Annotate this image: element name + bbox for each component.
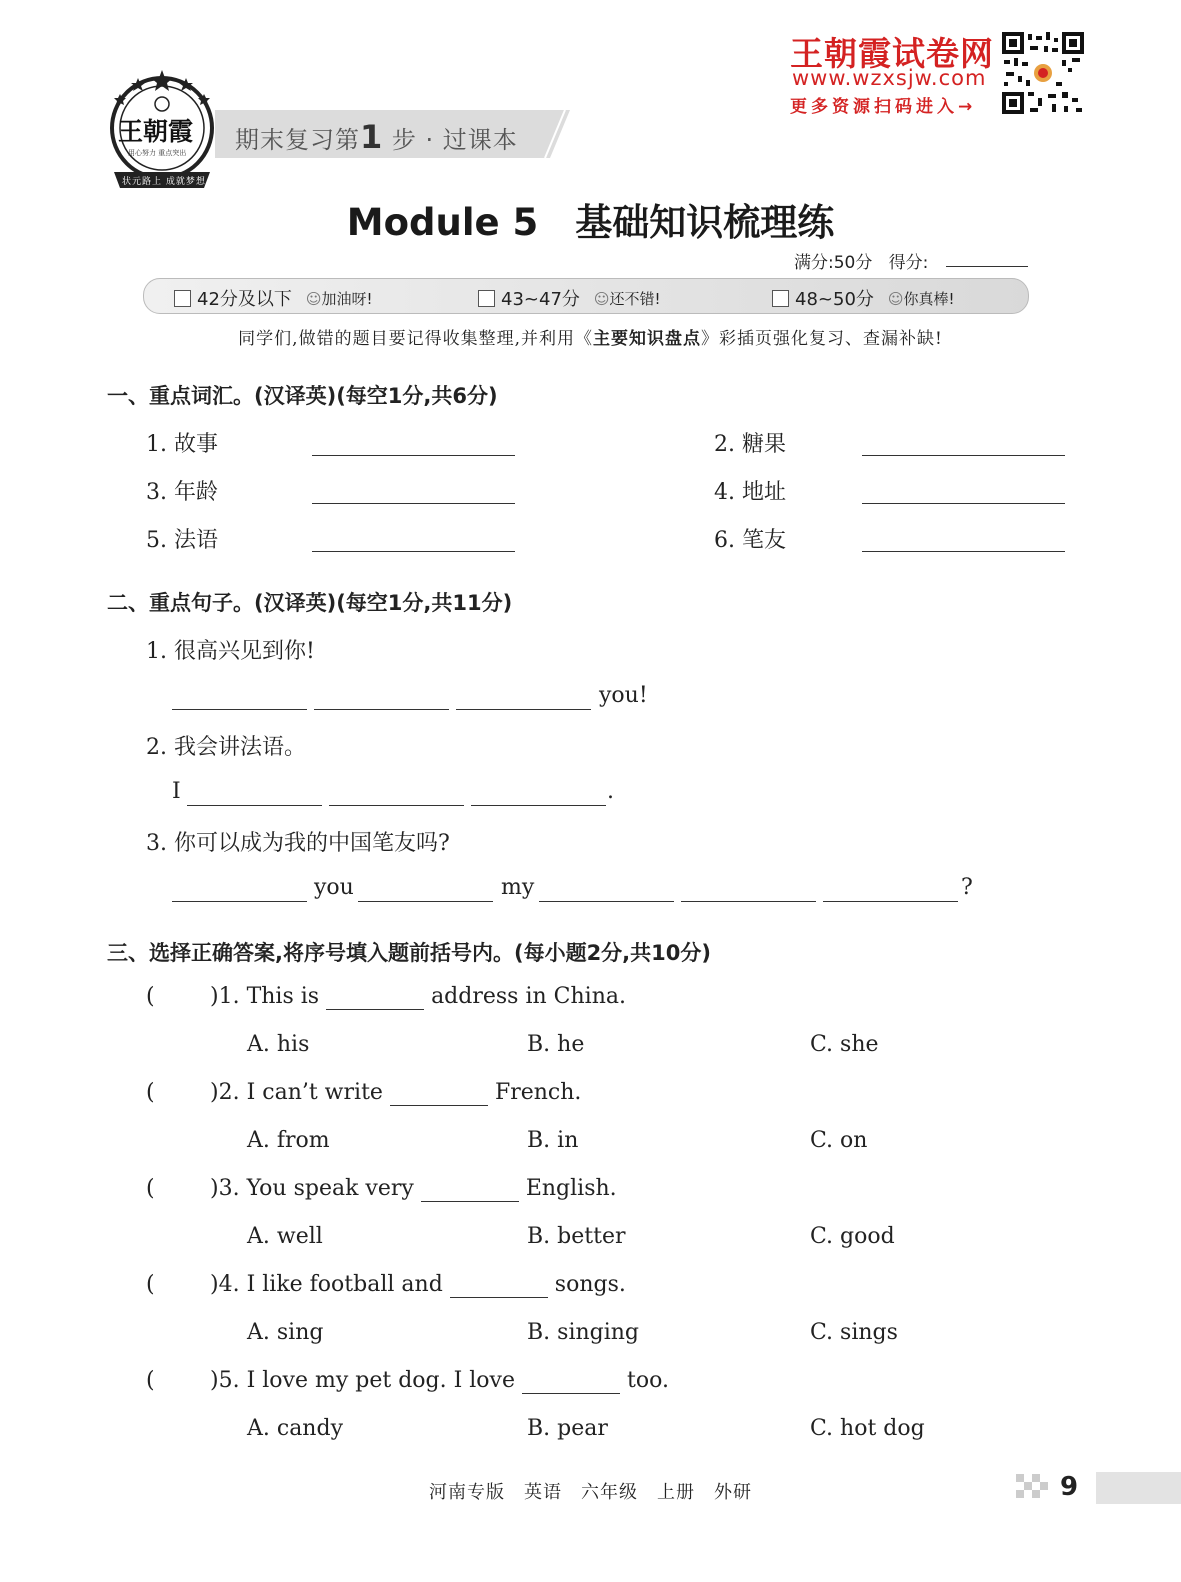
answer-blank[interactable] <box>329 805 464 806</box>
sentence-tail: . <box>607 779 614 804</box>
answer-blank[interactable] <box>823 901 958 902</box>
answer-paren[interactable]: ( <box>146 1176 155 1201</box>
footer-edition: 河南专版 英语 六年级 上册 外研 <box>429 1482 752 1503</box>
answer-blank[interactable] <box>539 901 674 902</box>
answer-paren[interactable]: ( <box>146 1368 155 1393</box>
sentence-lead: I <box>172 779 181 804</box>
section-1-heading: 一、重点词汇。(汉译英)(每空1分,共6分) <box>107 384 498 408</box>
answer-blank[interactable] <box>312 551 515 552</box>
mc-question: )5. I love my pet dog. I love too. <box>210 1368 669 1393</box>
page-title: Module 5 基础知识梳理练 <box>346 201 835 244</box>
vocab-item: 4. 地址 <box>714 480 786 505</box>
option-c[interactable]: C. hot dog <box>810 1416 925 1441</box>
mc-question: )3. You speak very English. <box>210 1176 617 1201</box>
vocab-item: 3. 年龄 <box>146 480 218 505</box>
section-2-heading: 二、重点句子。(汉译英)(每空1分,共11分) <box>107 591 513 615</box>
brand-cta: 更多资源扫码进入→ <box>790 97 977 117</box>
vocab-item: 5. 法语 <box>146 528 218 553</box>
vocab-item: 2. 糖果 <box>714 432 786 457</box>
answer-blank[interactable] <box>358 901 493 902</box>
answer-blank[interactable] <box>172 901 307 902</box>
brand-name: 王朝霞试卷网 <box>790 34 994 73</box>
answer-blank[interactable] <box>456 709 591 710</box>
rating-item: 48~50分 ☺你真棒! <box>772 285 955 311</box>
answer-blank[interactable] <box>471 805 606 806</box>
option-c[interactable]: C. sings <box>810 1320 898 1345</box>
answer-blank[interactable] <box>421 1176 519 1202</box>
logo-badge-ribbon: 状元路上 成就梦想 <box>122 177 206 187</box>
answer-blank[interactable] <box>862 551 1065 552</box>
option-c[interactable]: C. she <box>810 1032 879 1057</box>
answer-blank[interactable] <box>172 709 307 710</box>
smiley-icon: ☺ <box>887 289 904 308</box>
answer-blank[interactable] <box>862 503 1065 504</box>
sentence-word: my <box>501 875 535 900</box>
rating-checkbox[interactable] <box>478 290 495 307</box>
option-b[interactable]: B. in <box>527 1128 579 1153</box>
rating-checkbox[interactable] <box>174 290 191 307</box>
mc-question: )1. This is address in China. <box>210 984 626 1009</box>
brand-url[interactable]: www.wzxsjw.com <box>792 66 987 90</box>
page-number-tab <box>1096 1472 1181 1504</box>
answer-blank[interactable] <box>326 984 424 1010</box>
answer-blank[interactable] <box>450 1272 548 1298</box>
sentence-prompt: 1. 很高兴见到你! <box>146 639 315 664</box>
tip-text: 同学们,做错的题目要记得收集整理,并利用《主要知识盘点》彩插页强化复习、查漏补缺! <box>238 329 943 349</box>
option-c[interactable]: C. good <box>810 1224 895 1249</box>
banner-title: 期末复习第1 步 · 过课本 <box>235 118 518 156</box>
answer-blank[interactable] <box>312 455 515 456</box>
sentence-prompt: 3. 你可以成为我的中国笔友吗? <box>146 831 450 856</box>
answer-paren[interactable]: ( <box>146 1080 155 1105</box>
option-b[interactable]: B. singing <box>527 1320 640 1345</box>
mc-question: )4. I like football and songs. <box>210 1272 626 1297</box>
score-info: 满分:50分 得分: <box>794 253 929 273</box>
sentence-tail: you! <box>599 683 648 708</box>
smiley-icon: ☺ <box>305 289 322 308</box>
rating-bar <box>143 278 1029 314</box>
answer-blank[interactable] <box>681 901 816 902</box>
answer-blank[interactable] <box>187 805 322 806</box>
answer-blank[interactable] <box>862 455 1065 456</box>
sentence-word: you <box>314 875 354 900</box>
option-a[interactable]: A. well <box>247 1224 323 1249</box>
option-b[interactable]: B. pear <box>527 1416 608 1441</box>
page-corner-decoration-icon <box>1016 1474 1056 1504</box>
option-b[interactable]: B. he <box>527 1032 585 1057</box>
answer-blank[interactable] <box>522 1368 620 1394</box>
mc-question: )2. I can’t write French. <box>210 1080 582 1105</box>
answer-paren[interactable]: ( <box>146 1272 155 1297</box>
option-a[interactable]: A. from <box>247 1128 330 1153</box>
answer-blank[interactable] <box>314 709 449 710</box>
qr-code-icon[interactable] <box>1002 32 1084 114</box>
rating-item: 43~47分 ☺还不错! <box>478 285 661 311</box>
logo-badge-subtitle: 用心努力 重点突出 <box>128 149 187 157</box>
vocab-item: 6. 笔友 <box>714 528 786 553</box>
option-b[interactable]: B. better <box>527 1224 626 1249</box>
rating-checkbox[interactable] <box>772 290 789 307</box>
sentence-tail: ? <box>961 875 973 900</box>
answer-blank[interactable] <box>312 503 515 504</box>
vocab-item: 1. 故事 <box>146 432 218 457</box>
option-c[interactable]: C. on <box>810 1128 868 1153</box>
rating-item: 42分及以下 ☺加油呀! <box>174 285 373 311</box>
answer-paren[interactable]: ( <box>146 984 155 1009</box>
page-number: 9 <box>1060 1472 1079 1502</box>
option-a[interactable]: A. candy <box>247 1416 343 1441</box>
answer-blank[interactable] <box>390 1080 488 1106</box>
score-input[interactable] <box>946 266 1028 267</box>
sentence-prompt: 2. 我会讲法语。 <box>146 735 306 760</box>
smiley-icon: ☺ <box>593 289 610 308</box>
logo-badge-name: 王朝霞 <box>118 117 194 146</box>
section-3-heading: 三、选择正确答案,将序号填入题前括号内。(每小题2分,共10分) <box>107 941 711 965</box>
option-a[interactable]: A. sing <box>247 1320 324 1345</box>
option-a[interactable]: A. his <box>247 1032 310 1057</box>
